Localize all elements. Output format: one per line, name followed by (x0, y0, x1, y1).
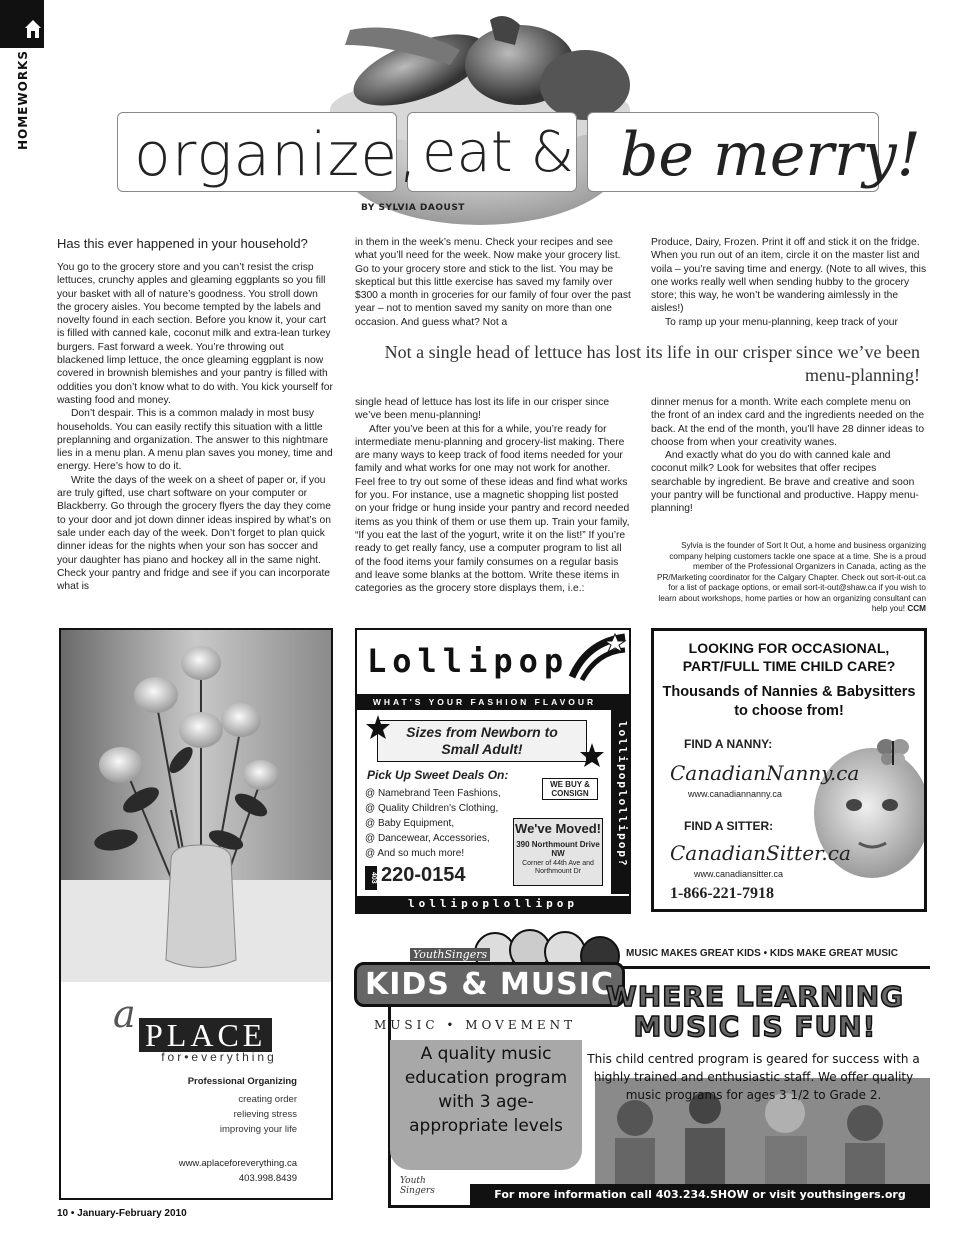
lollipop-item-list (365, 786, 501, 861)
star-icon (579, 742, 605, 768)
music-footer: For more information call 403.234.SHOW or visit youthsingers.org (470, 1184, 930, 1206)
sitter-brand: CanadianSitter.ca (670, 841, 851, 865)
roses-photo (61, 630, 331, 982)
lollipop-buy-tag: WE BUY & CONSIGN (542, 778, 598, 800)
list-item: @ Baby Equipment, (365, 818, 455, 829)
ad-a-place-for-everything[interactable] (59, 628, 333, 1200)
lollipop-sizes: Sizes from Newborn to Small Adult! (377, 720, 587, 762)
article-paragraph: in them in the week’s menu. Check your recipes and see what you’ll need for the week. Now make your grocery list. Go to your grocery store and stick to the list. You may be skeptical but this little exercise has saved my family over $300 a month in groceries for our family of four over the past year – not to mention saved my sanity on more than one occasion. And guess what? Not a (355, 237, 631, 328)
article-paragraph: After you’ve been at this for a while, you’re ready for intermediate menu-planning and grocery-list making. There are many ways to keep track of food items needed for your family and what works for one may not work for another. Feel free to try out some of these ideas and find what works for you. For instance, use a magnetic shopping list posted on your fridge or hung inside your pantry and record needed items as you think of them or use them up. Train your family, “If you eat the last of the yogurt, write it on the list!” If you’re ready to get really fancy, use a computer program to list all of the food items your family consumes on a regular basis and leave some blanks at the bottom. Write these items in categories as the grocery store displays them, i.e.: (355, 423, 630, 595)
section-label: HOMEWORKS (16, 49, 30, 150)
nanny-headline: LOOKING FOR OCCASIONAL, PART/FULL TIME CHILD CARE? (682, 640, 896, 674)
nanny-url[interactable]: www.canadiannanny.ca (688, 789, 782, 799)
butterfly-icon (876, 737, 910, 767)
article-column-1 (57, 236, 333, 611)
author-bio-text: Sylvia is the founder of Sort It Out, a home and business organizing company helping customers tackle one space at a time. She is a proud member of the Professional Organizers in Canada, acting as the PR/Marketing coordinator for the Calgary Chapter. Check out sort-it-out.ca for a list of package options, or email sort-it-out@shaw.ca if you wish to learn about workshops, home parties or how an organizing consultant can help you! (657, 541, 926, 613)
music-brand-small: YouthSingers (410, 948, 490, 961)
ad-place-phone: 403.998.8439 (238, 1173, 297, 1184)
ad-lollipop[interactable] (355, 628, 631, 914)
ccm-mark: CCM (907, 604, 926, 613)
article-paragraph: Produce, Dairy, Frozen. Print it off and stick it on the fridge. When you run out of an item, circle it on the master list and voila – you’re saving time and energy. (Note to all wives, this one works really well when sending hubby to the grocery store; this way, he won’t be wandering aimlessly in the aisles!) (651, 237, 927, 315)
ad-place-line: creating order (238, 1094, 297, 1105)
music-logo: Youth Singers (400, 1176, 435, 1196)
title-organize: organize, (134, 120, 419, 190)
music-brand: KIDS & MUSIC (354, 962, 625, 1007)
article-column-2-top (355, 236, 631, 332)
nanny-brand: CanadianNanny.ca (670, 761, 860, 785)
article-column-3-top (651, 236, 927, 332)
lollipop-moved: We've Moved! (515, 821, 601, 836)
star-icon (365, 714, 391, 740)
nanny-phone: 1-866-221-7918 (670, 885, 774, 902)
article-paragraph: You go to the grocery store and you can’t resist the crisp lettuces, crunchy apples and gleaming eggplants so you fill your basket with all of nature’s goodness. You stroll down the grocery aisles. You become tempted by the labels and novelty found in each section. Before you know it, your cart is filled with canned kale, coconut milk and extra-lean turkey burgers. Fast forward a week. You’re throwing out blackened limp lettuce, the once gleaming eggplant is now covered in brownish blemishes and your pantry is filled with oddities you don’t know what to do with. You kick yourself for wasting food and money. (57, 262, 333, 406)
list-item: @ Namebrand Teen Fashions, (365, 788, 501, 799)
lollipop-deals-title: Pick Up Sweet Deals On: (367, 768, 509, 782)
music-headline: WHERE LEARNING MUSIC IS FUN! (605, 980, 905, 1043)
title-eat: eat & (422, 120, 575, 185)
list-item: @ And so much more! (365, 848, 465, 859)
lollipop-moved-box (513, 818, 603, 886)
lollipop-tagline: WHAT'S YOUR FASHION FLAVOUR (357, 694, 612, 710)
ad-place-logo-sub: for•everything (161, 1050, 277, 1064)
sitter-url[interactable]: www.canadiansitter.ca (694, 869, 784, 879)
lollipop-corner: Corner of 44th Ave and Northmount Dr (522, 860, 594, 875)
author-bio (651, 541, 926, 615)
ad-place-line: relieving stress (233, 1109, 297, 1120)
article-paragraph: And exactly what do you do with canned kale and coconut milk? Look for websites that offer recipes searchable by ingredient. Be brave and creative and soon your pantry will be functional and productive. Happy menu-planning! (651, 450, 919, 515)
title-be-merry: be merry! (620, 120, 921, 190)
lollipop-brand: Lollipop (367, 642, 570, 680)
nanny-sub: Thousands of Nannies & Babysitters to choose from! (662, 684, 916, 719)
music-brand-sub: MUSIC • MOVEMENT (374, 1018, 577, 1032)
swirl-bullet-icon: @ (365, 788, 378, 799)
pull-quote: Not a single head of lettuce has lost its life in our crisper since we’ve been menu-planning! (384, 342, 920, 385)
ad-place-url[interactable]: www.aplaceforeverything.ca (178, 1158, 297, 1169)
lollipop-bottom-text: lollipoplollipop (357, 896, 629, 912)
ad-place-line: improving your life (219, 1124, 297, 1135)
ad-place-logo-a: a (113, 992, 136, 1036)
music-body: This child centred program is geared for success with a highly trained and enthusiastic staff. We offer quality music programs for ages 3 1/2 to Grade 2. (587, 1052, 920, 1102)
swirl-star-icon (567, 632, 627, 682)
swirl-bullet-icon: @ (365, 803, 378, 814)
list-item: @ Quality Children's Clothing, (365, 803, 499, 814)
nanny-find-label: FIND A NANNY: (684, 737, 773, 751)
article-lead: Has this ever happened in your household? (57, 236, 308, 251)
lollipop-phone: 220-0154 (381, 864, 466, 886)
ad-place-heading: Professional Organizing (187, 1076, 297, 1087)
swirl-bullet-icon: @ (365, 848, 378, 859)
article-paragraph: To ramp up your menu-planning, keep track of your (665, 316, 898, 328)
article-paragraph: Don’t despair. This is a common malady in most busy households. You can easily rectify this situation with a little preplanning and organization. The answer to this nightmare lies in a menu plan. A menu plan saves you money, time and energy. Here’s how to do it. (57, 408, 333, 473)
lollipop-area-code: 403 (365, 866, 377, 890)
article-paragraph: single head of lettuce has lost its life in our crisper since we’ve been menu-planning! (355, 397, 610, 422)
lollipop-address: 390 Northmount Drive NW (516, 840, 600, 858)
byline: BY SYLVIA DAOUST (361, 203, 465, 213)
ad-place-logo-word: PLACE (139, 1018, 272, 1052)
ad-canadian-nanny[interactable] (651, 628, 927, 912)
lollipop-side-text: lollipoplollipop? (611, 694, 629, 894)
page-footer: 10 • January-February 2010 (57, 1208, 187, 1219)
article-column-2-bottom (355, 396, 631, 612)
article-paragraph: Write the days of the week on a sheet of paper or, if you are truly gifted, use chart software on your computer or Blackberry. Go through the grocery flyers the day they come to your door and jot down dinner ideas inspired by what’s on sale under each day of the week. Don’t forget to plan quick dinner ideas for the nights when your son has soccer and your daughter has piano and hockey all in the same night. Check your pantry and fridge and see if you can incorporate what is (57, 474, 331, 593)
house-icon (24, 18, 42, 40)
article-paragraph: dinner menus for a month. Write each complete menu on the front of an index card and the ingredients needed on the back. At the end of the month, you’ll have 28 dinner ideas to choose from when your creativity wanes. (651, 397, 925, 448)
music-quality: A quality music education program with 3 age-appropriate levels (390, 1040, 582, 1170)
music-top-banner: MUSIC MAKES GREAT KIDS • KIDS MAKE GREAT MUSIC (626, 948, 899, 959)
ad-kids-and-music[interactable] (350, 928, 930, 1208)
swirl-bullet-icon: @ (365, 833, 378, 844)
list-item: @ Dancewear, Accessories, (365, 833, 490, 844)
sitter-find-label: FIND A SITTER: (684, 819, 774, 833)
article-column-3-bottom (651, 396, 927, 536)
swirl-bullet-icon: @ (365, 818, 378, 829)
